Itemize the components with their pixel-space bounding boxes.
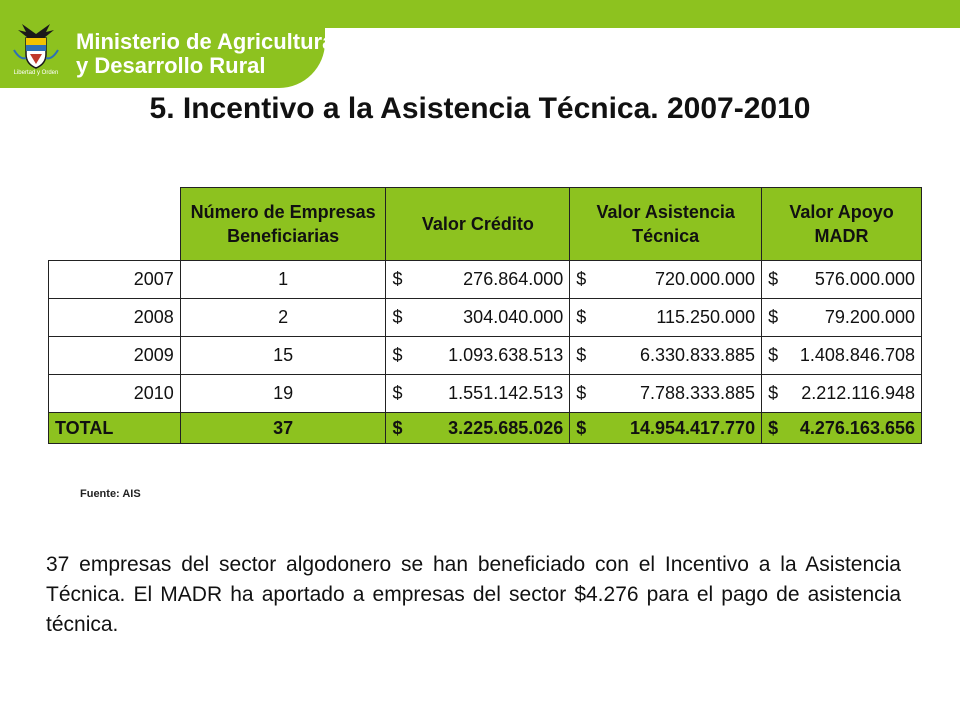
header-blank-cell — [49, 188, 181, 261]
asistencia-cell — [570, 299, 762, 337]
currency-symbol: $ — [768, 307, 779, 327]
total-label: TOTAL — [49, 413, 181, 444]
table-row — [49, 375, 922, 413]
count-cell: 1 — [180, 261, 386, 299]
currency-symbol: $ — [768, 345, 779, 365]
header-band — [0, 0, 960, 88]
credito-value: 304.040.000 — [463, 307, 564, 327]
column-header-credito: Valor Crédito — [386, 188, 570, 261]
incentive-table — [48, 187, 922, 444]
currency-symbol: $ — [576, 269, 587, 289]
count-cell: 15 — [180, 337, 386, 375]
currency-symbol: $ — [392, 417, 403, 438]
column-header-asistencia: Valor Asistencia Técnica — [570, 188, 762, 261]
table-total-row — [49, 413, 922, 444]
total-asistencia-value: 14.954.417.770 — [629, 417, 756, 438]
ministry-name-line1: Ministerio de Agricultura — [76, 29, 335, 54]
ministry-name-line2: y Desarrollo Rural — [76, 53, 266, 78]
table-header-row — [49, 188, 922, 261]
table-row — [49, 337, 922, 375]
source-note: Fuente: AIS — [80, 488, 141, 500]
currency-symbol: $ — [576, 383, 587, 403]
currency-symbol: $ — [576, 307, 587, 327]
apoyo-value: 1.408.846.708 — [799, 345, 915, 365]
credito-value: 276.864.000 — [463, 269, 564, 289]
credito-cell — [386, 261, 570, 299]
logo-motto: Libertad y Orden — [13, 70, 59, 76]
table-row — [49, 299, 922, 337]
count-cell: 2 — [180, 299, 386, 337]
apoyo-value: 576.000.000 — [814, 269, 915, 289]
asistencia-value: 115.250.000 — [656, 307, 756, 327]
credito-value: 1.551.142.513 — [448, 383, 564, 403]
currency-symbol: $ — [768, 417, 779, 438]
total-count: 37 — [180, 413, 386, 444]
currency-symbol: $ — [392, 383, 403, 403]
credito-cell — [386, 337, 570, 375]
page-title: 5. Incentivo a la Asistencia Técnica. 2007-2010 — [149, 92, 811, 125]
apoyo-value: 2.212.116.948 — [801, 383, 915, 403]
apoyo-cell — [762, 337, 922, 375]
year-cell: 2010 — [49, 375, 181, 413]
currency-symbol: $ — [768, 269, 779, 289]
apoyo-cell — [762, 261, 922, 299]
credito-cell — [386, 299, 570, 337]
total-apoyo-value: 4.276.163.656 — [799, 417, 915, 438]
apoyo-cell — [762, 375, 922, 413]
apoyo-value: 79.200.000 — [824, 307, 915, 327]
total-credito-cell — [386, 413, 570, 444]
currency-symbol: $ — [392, 307, 403, 327]
currency-symbol: $ — [392, 345, 403, 365]
credito-cell — [386, 375, 570, 413]
year-cell: 2008 — [49, 299, 181, 337]
currency-symbol: $ — [768, 383, 779, 403]
asistencia-cell — [570, 337, 762, 375]
year-cell: 2009 — [49, 337, 181, 375]
apoyo-cell — [762, 299, 922, 337]
ministry-name — [76, 30, 334, 78]
asistencia-value: 6.330.833.885 — [639, 345, 756, 365]
total-asistencia-cell — [570, 413, 762, 444]
column-header-empresas: Número de Empresas Beneficiarias — [180, 188, 386, 261]
currency-symbol: $ — [392, 269, 403, 289]
total-apoyo-cell — [762, 413, 922, 444]
table-row — [49, 261, 922, 299]
asistencia-cell — [570, 375, 762, 413]
year-cell: 2007 — [49, 261, 181, 299]
body-paragraph: 37 empresas del sector algodonero se han beneficiado con el Incentivo a la Asistencia Técnica. El MADR ha aportado a empresas del sector $4.276 para el pago de asistencia técnica. — [46, 553, 901, 636]
total-credito-value: 3.225.685.026 — [448, 417, 564, 438]
asistencia-value: 7.788.333.885 — [639, 383, 756, 403]
count-cell: 19 — [180, 375, 386, 413]
credito-value: 1.093.638.513 — [448, 345, 564, 365]
currency-symbol: $ — [576, 417, 587, 438]
asistencia-value: 720.000.000 — [654, 269, 756, 289]
asistencia-cell — [570, 261, 762, 299]
currency-symbol: $ — [576, 345, 587, 365]
column-header-apoyo: Valor Apoyo MADR — [762, 188, 922, 261]
